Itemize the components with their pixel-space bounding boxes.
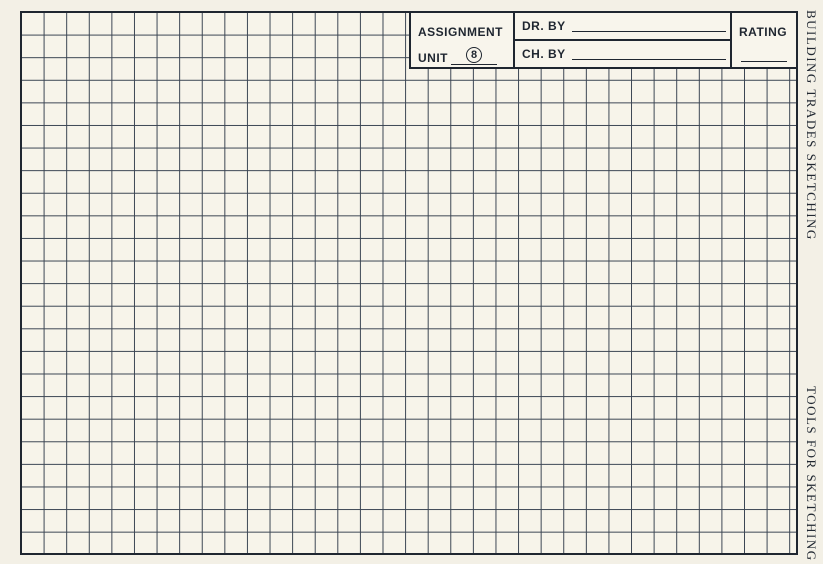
unit-label: UNIT — [418, 51, 448, 65]
assignment-box — [411, 13, 515, 67]
assignment-label: ASSIGNMENT — [418, 25, 504, 39]
checked-by-row — [515, 39, 730, 67]
title-block — [409, 11, 798, 69]
checked-by-label: CH. BY — [522, 47, 566, 61]
checked-by-field[interactable] — [572, 49, 726, 60]
drawn-by-label: DR. BY — [522, 19, 566, 33]
rating-box — [732, 13, 796, 67]
series-title: BUILDING TRADES SKETCHING — [804, 10, 819, 241]
rating-label: RATING — [739, 25, 788, 39]
rating-field[interactable] — [741, 61, 787, 62]
unit-number: 8 — [466, 47, 482, 63]
drawn-by-field[interactable] — [572, 21, 726, 32]
signoff-box — [515, 13, 732, 67]
unit-row — [418, 48, 497, 65]
unit-field[interactable] — [451, 48, 497, 65]
drawn-by-row — [515, 13, 730, 39]
sketching-grid — [20, 11, 798, 555]
sheet-subject: TOOLS FOR SKETCHING — [804, 386, 819, 562]
